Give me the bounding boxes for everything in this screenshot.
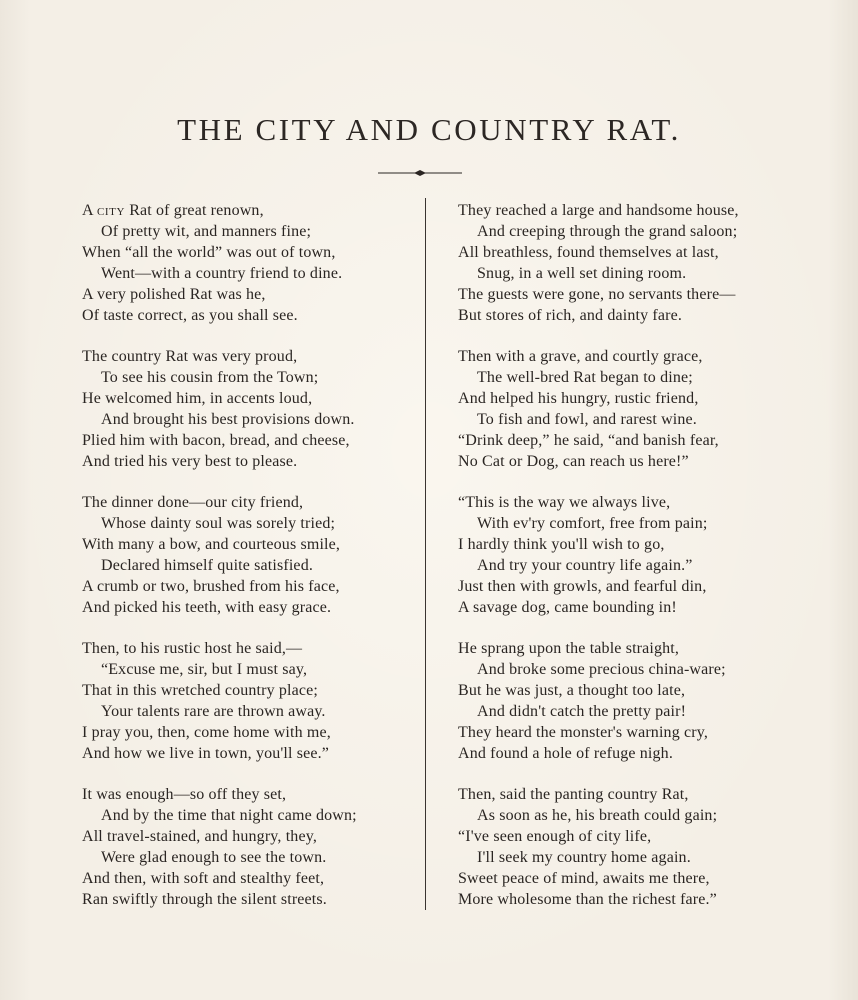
- verse-line: And helped his hungry, rustic friend,: [458, 390, 699, 407]
- verse-line-text: Rat of great renown,: [125, 202, 264, 219]
- verse-line: The guests were gone, no servants there—: [458, 286, 736, 303]
- verse-line: I'll seek my country home again.: [477, 849, 691, 866]
- verse-line: But stores of rich, and dainty fare.: [458, 307, 683, 324]
- verse-line: With ev'ry comfort, free from pain;: [477, 515, 708, 532]
- verse-line: A very polished Rat was he,: [82, 286, 266, 303]
- right-stanza-4: [458, 638, 788, 764]
- verse-line: And creeping through the grand saloon;: [477, 223, 738, 240]
- verse-line: And then, with soft and stealthy feet,: [82, 870, 325, 887]
- verse-line: And tried his very best to please.: [82, 453, 298, 470]
- right-column: [458, 200, 788, 930]
- verse-line: They heard the monster's warning cry,: [458, 724, 708, 741]
- left-stanza-4: [82, 638, 412, 764]
- column-divider: [425, 198, 426, 910]
- left-stanza-3: [82, 492, 412, 618]
- verse-line: “Excuse me, sir, but I must say,: [101, 661, 308, 678]
- verse-line: All breathless, found themselves at last,: [458, 244, 719, 261]
- verse-line: “This is the way we always live,: [458, 494, 671, 511]
- verse-line: Then with a grave, and courtly grace,: [458, 348, 703, 365]
- verse-line: Plied him with bacon, bread, and cheese,: [82, 432, 350, 449]
- verse-line: Sweet peace of mind, awaits me there,: [458, 870, 710, 887]
- verse-line-smallcaps: city: [96, 202, 126, 219]
- verse-line: Ran swiftly through the silent streets.: [82, 891, 327, 908]
- verse-line: “I've seen enough of city life,: [458, 828, 652, 845]
- verse-line: And didn't catch the pretty pair!: [477, 703, 687, 720]
- verse-line: Your talents rare are thrown away.: [101, 703, 326, 720]
- verse-line: No Cat or Dog, can reach us here!”: [458, 453, 689, 470]
- verse-line: All travel-stained, and hungry, they,: [82, 828, 317, 845]
- verse-line: More wholesome than the richest fare.”: [458, 891, 717, 908]
- right-stanza-5: [458, 784, 788, 910]
- verse-line: And broke some precious china-ware;: [477, 661, 726, 678]
- verse-line: That in this wretched country place;: [82, 682, 318, 699]
- verse-line: A crumb or two, brushed from his face,: [82, 578, 340, 595]
- verse-line: Of pretty wit, and manners fine;: [101, 223, 312, 240]
- verse-line: As soon as he, his breath could gain;: [477, 807, 718, 824]
- verse-line: I hardly think you'll wish to go,: [458, 536, 665, 553]
- verse-line: Declared himself quite satisfied.: [101, 557, 313, 574]
- verse-line: Whose dainty soul was sorely tried;: [101, 515, 336, 532]
- verse-line: But he was just, a thought too late,: [458, 682, 686, 699]
- title-ornament: [378, 166, 462, 180]
- left-column: [82, 200, 412, 930]
- verse-line: To fish and fowl, and rarest wine.: [477, 411, 697, 428]
- verse-line: The dinner done—our city friend,: [82, 494, 304, 511]
- verse-line: Of taste correct, as you shall see.: [82, 307, 298, 324]
- verse-line: Snug, in a well set dining room.: [477, 265, 687, 282]
- verse-line: When “all the world” was out of town,: [82, 244, 336, 261]
- verse-line: Went—with a country friend to dine.: [101, 265, 343, 282]
- verse-line: And found a hole of refuge nigh.: [458, 745, 673, 762]
- verse-line-lead: A: [82, 202, 97, 219]
- verse-line: And picked his teeth, with easy grace.: [82, 599, 332, 616]
- verse-line: And how we live in town, you'll see.”: [82, 745, 330, 762]
- poem-title: THE CITY AND COUNTRY RAT.: [177, 112, 681, 147]
- right-stanza-3: [458, 492, 788, 618]
- verse-line: I pray you, then, come home with me,: [82, 724, 331, 741]
- verse-line: And try your country life again.”: [477, 557, 693, 574]
- verse-line: The well-bred Rat began to dine;: [477, 369, 693, 386]
- left-stanza-1: [82, 200, 412, 326]
- right-stanza-1: [458, 200, 788, 326]
- verse-line: Then, said the panting country Rat,: [458, 786, 689, 803]
- verse-line: [82, 200, 412, 221]
- verse-line: And by the time that night came down;: [101, 807, 357, 824]
- verse-line: And brought his best provisions down.: [101, 411, 355, 428]
- verse-line: To see his cousin from the Town;: [101, 369, 319, 386]
- verse-line: Just then with growls, and fearful din,: [458, 578, 707, 595]
- verse-line: Were glad enough to see the town.: [101, 849, 327, 866]
- left-stanza-5: [82, 784, 412, 910]
- verse-line: Then, to his rustic host he said,—: [82, 640, 303, 657]
- verse-line: A savage dog, came bounding in!: [458, 599, 677, 616]
- verse-line: With many a bow, and courteous smile,: [82, 536, 341, 553]
- verse-line: The country Rat was very proud,: [82, 348, 298, 365]
- verse-line: They reached a large and handsome house,: [458, 202, 739, 219]
- verse-line: He sprang upon the table straight,: [458, 640, 680, 657]
- right-stanza-2: [458, 346, 788, 472]
- verse-line: It was enough—so off they set,: [82, 786, 287, 803]
- verse-line: “Drink deep,” he said, “and banish fear,: [458, 432, 719, 449]
- verse-line: He welcomed him, in accents loud,: [82, 390, 313, 407]
- left-stanza-2: [82, 346, 412, 472]
